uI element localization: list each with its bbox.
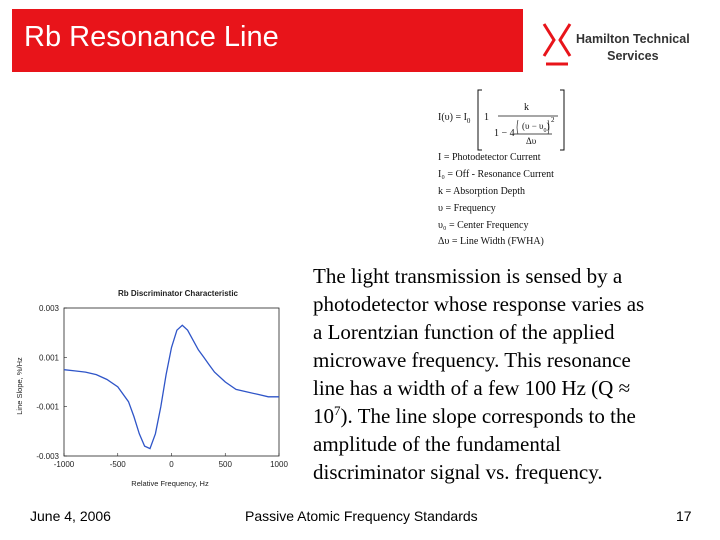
- formula-square: 2: [551, 116, 555, 124]
- body-line-1: The light transmission is sensed by a: [313, 264, 623, 288]
- y-tick-label: -0.001: [36, 402, 59, 412]
- page-number: 17: [676, 508, 692, 524]
- formula-frac-top: (υ − υ: [522, 121, 544, 131]
- discriminator-curve: [64, 325, 279, 448]
- body-line-6: [313, 402, 705, 430]
- x-tick-label: 1000: [270, 460, 288, 469]
- formula-one: 1: [484, 112, 489, 123]
- body-paragraph: [313, 262, 705, 486]
- logo-line-2: Services: [607, 49, 659, 63]
- discriminator-chart: [10, 282, 300, 492]
- q-value-base: 10: [313, 404, 334, 428]
- footer-date: June 4, 2006: [30, 508, 111, 524]
- y-tick-label: 0.001: [38, 353, 59, 363]
- formula-def-3: k = Absorption Depth: [438, 186, 526, 197]
- x-tick-label: -500: [109, 460, 126, 469]
- footer-title: Passive Atomic Frequency Standards: [245, 508, 478, 524]
- formula-lhs: I(υ) = I: [438, 112, 467, 123]
- logo-line-1: Hamilton Technical: [576, 32, 690, 46]
- formula-frac-top-sub: 0: [543, 127, 547, 134]
- formula-def-4: υ = Frequency: [438, 203, 496, 214]
- formula-def-2: I₀ = Off - Resonance Current: [438, 169, 554, 180]
- q-value-exponent: 7: [334, 403, 341, 418]
- x-tick-label: 0: [169, 460, 174, 469]
- body-line-2: photodetector whose response varies as: [313, 292, 645, 316]
- formula-frac-top-end: ): [546, 121, 550, 131]
- title-bar: [12, 9, 523, 72]
- body-line-6-rest: ). The line slope corresponds to the: [340, 404, 636, 428]
- chart-y-label: Line Slope, %/Hz: [15, 357, 24, 415]
- logo-text: [576, 31, 690, 65]
- body-line-3: a Lorentzian function of the applied: [313, 320, 615, 344]
- formula-lhs-sub: 0: [466, 117, 471, 125]
- lorentzian-formula: [432, 84, 580, 248]
- formula-frac-bottom: Δυ: [526, 136, 537, 146]
- formula-denom-prefix: 1 − 4: [494, 128, 515, 139]
- x-tick-label: -1000: [53, 460, 75, 469]
- formula-def-1: I = Photodetector Current: [438, 152, 541, 163]
- y-tick-label: -0.003: [36, 452, 59, 461]
- chart-title: Rb Discriminator Characteristic: [117, 289, 239, 298]
- body-line-5: line has a width of a few 100 Hz (Q ≈: [313, 376, 631, 400]
- body-line-7: amplitude of the fundamental: [313, 432, 561, 456]
- formula-def-5: υ₀ = Center Frequency: [438, 220, 529, 231]
- chart-x-label: Relative Frequency, Hz: [131, 479, 209, 488]
- x-tick-label: 500: [218, 460, 232, 469]
- body-line-8: discriminator signal vs. frequency.: [313, 460, 603, 484]
- formula-def-6: Δυ = Line Width (FWHA): [438, 236, 544, 247]
- hamilton-logo-icon: [540, 20, 574, 70]
- chart-ticks: [36, 304, 288, 469]
- slide-title: Rb Resonance Line: [24, 21, 279, 53]
- y-tick-label: 0.003: [38, 304, 59, 313]
- plot-frame: [64, 308, 279, 456]
- body-line-4: microwave frequency. This resonance: [313, 348, 631, 372]
- formula-numerator: k: [524, 102, 529, 113]
- company-logo: [540, 20, 710, 70]
